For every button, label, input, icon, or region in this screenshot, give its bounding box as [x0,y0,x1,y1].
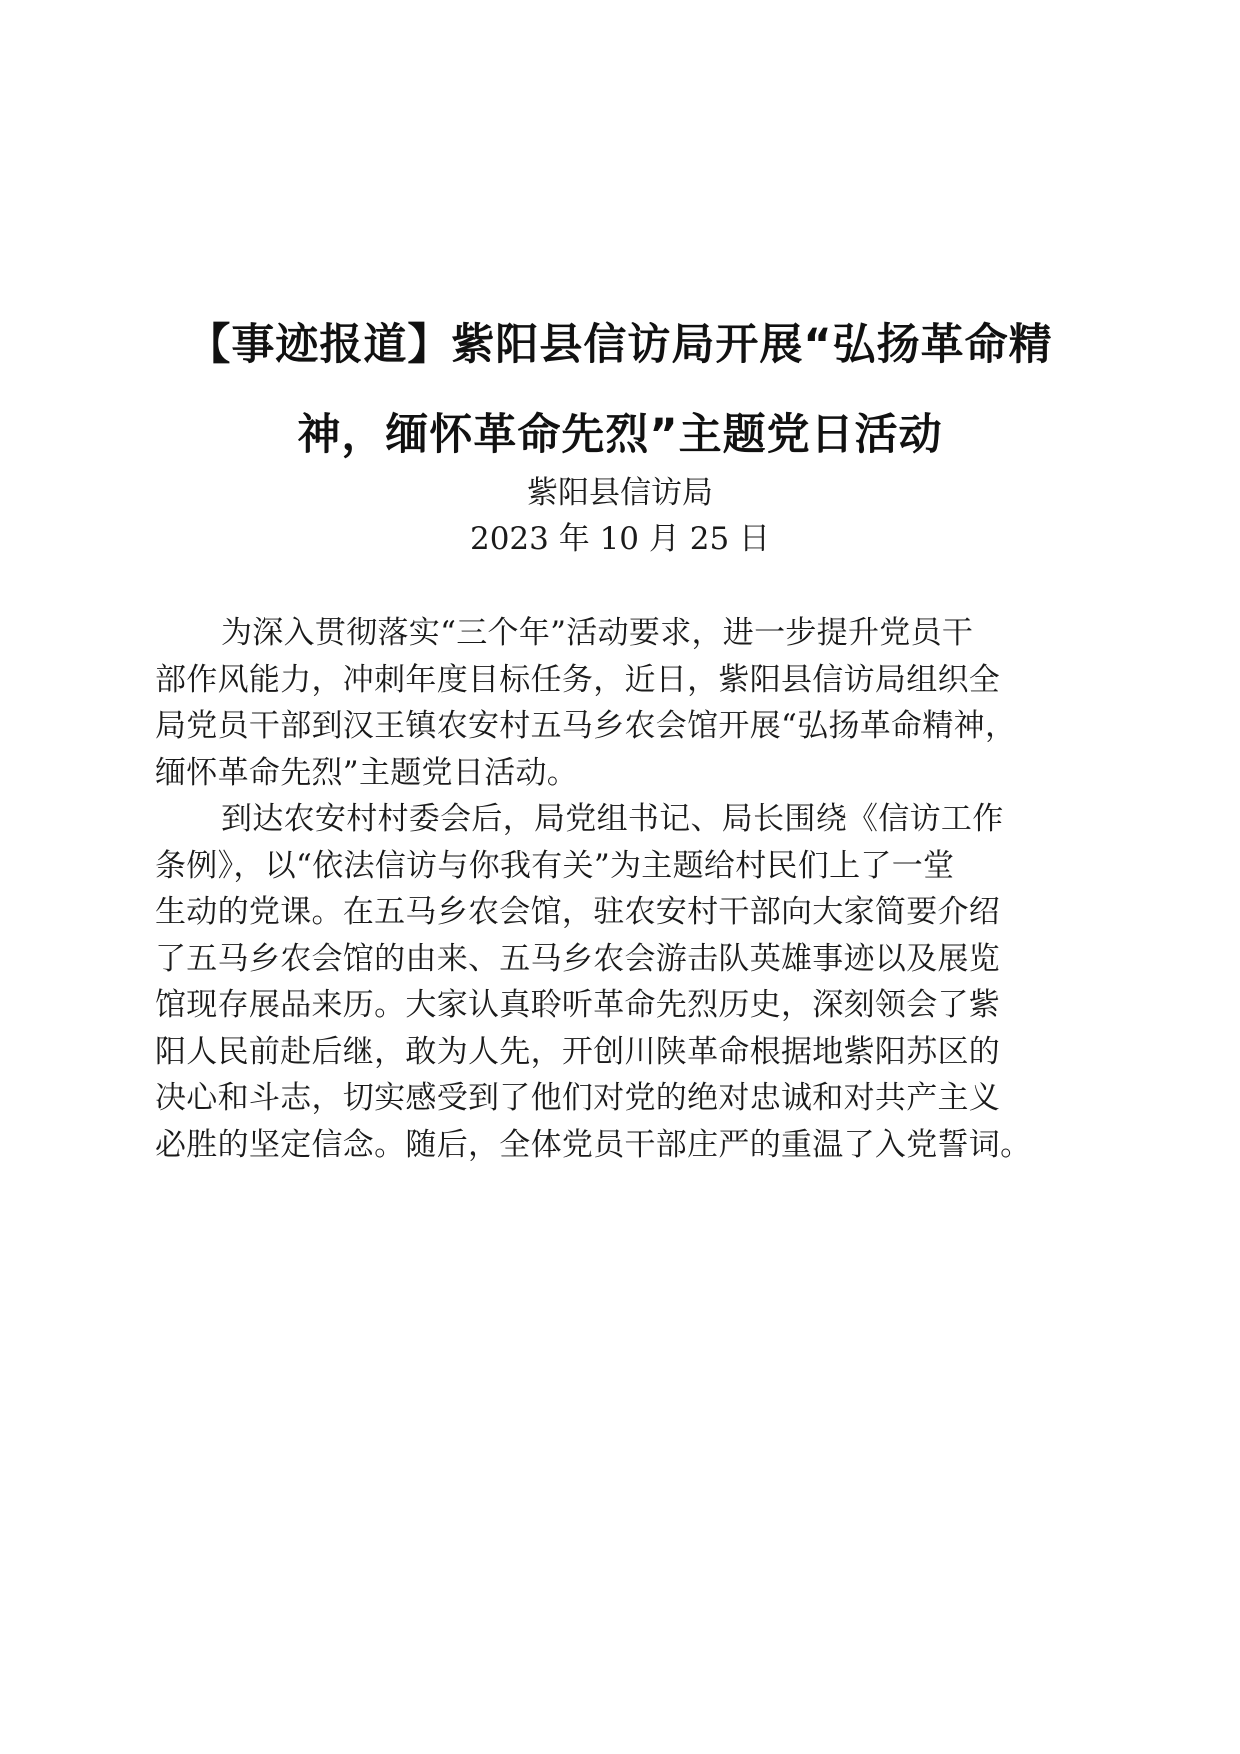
paragraph-line: 部作风能力，冲刺年度目标任务，近日，紫阳县信访局组织全 [155,661,1001,698]
paragraph-line: 缅怀革命先烈”主题党日活动。 [155,754,579,791]
paragraph-line: 到达农安村村委会后，局党组书记、局长围绕《信访工作 [221,801,1004,837]
paragraph-1 [155,610,1080,796]
paragraph-line: 必胜的坚定信念。随后，全体党员干部庄严的重温了入党誓词。 [155,1126,1032,1163]
paragraph-line: 局党员干部到汉王镇农安村五马乡农会馆开展“弘扬革命精神， [155,708,1017,744]
paragraph-line: 决心和斗志，切实感受到了他们对党的绝对忠诚和对共产主义 [155,1080,1001,1116]
document-meta [150,470,1090,562]
paragraph-line: 了五马乡农会馆的由来、五马乡农会游击队英雄事迹以及展览 [155,940,1001,977]
title-line-1: 【事迹报道】紫阳县信访局开展“弘扬革命精 [187,320,1053,370]
document-title [150,300,1090,480]
paragraph-2 [155,796,1080,1168]
paragraph-line: 生动的党课。在五马乡农会馆，驻农安村干部向大家简要介绍 [155,894,1001,930]
author-line: 紫阳县信访局 [527,475,713,511]
document-body [155,610,1080,1168]
paragraph-line: 为深入贯彻落实“三个年”活动要求，进一步提升党员干 [221,615,974,651]
title-line-2: 神，缅怀革命先烈”主题党日活动 [297,410,943,460]
date-line: 2023 年 10 月 25 日 [469,521,771,557]
paragraph-line: 条例》，以“依法信访与你我有关”为主题给村民们上了一堂 [155,847,955,884]
paragraph-line: 馆现存展品来历。大家认真聆听革命先烈历史，深刻领会了紫 [155,987,1001,1023]
paragraph-line: 阳人民前赴后继，敢为人先，开创川陕革命根据地紫阳苏区的 [155,1033,1001,1070]
